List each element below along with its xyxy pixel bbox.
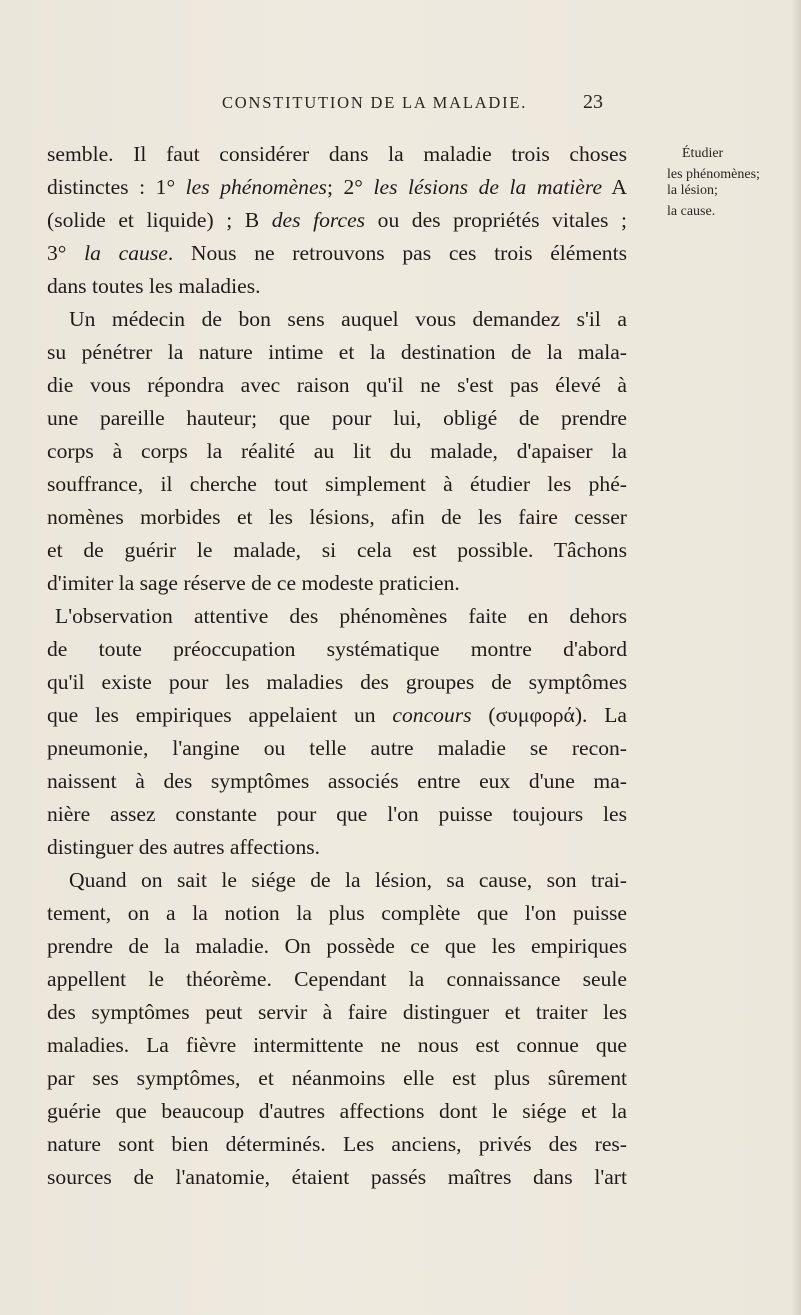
text-line: Quand on sait le siége de la lésion, sa cause, son trai- <box>69 868 627 892</box>
page-number: 23 <box>583 91 603 113</box>
text-line: dans toutes les maladies. <box>47 274 261 298</box>
text-line: L'observation attentive des phénomènes faite en dehors <box>55 604 627 628</box>
text-run: distinctes : 1° <box>47 175 186 199</box>
body-text <box>47 138 627 1194</box>
text-line: de toute préoccupation systématique montre d'abord <box>47 637 627 661</box>
text-line: souffrance, il cherche tout simplement à étudier les phé- <box>47 472 627 496</box>
text-run: 3° <box>47 241 85 265</box>
text-run: (συμφορά). La <box>471 703 627 727</box>
text-line <box>47 171 627 204</box>
text-run: (solide et liquide) ; B <box>47 208 272 232</box>
text-line: qu'il existe pour les maladies des groupes de symptômes <box>47 670 627 694</box>
text-line: distinguer des autres affections. <box>47 835 321 859</box>
italic-run: les phénomènes <box>185 175 327 199</box>
text-line: guérie que beaucoup d'autres affections dont le siége et la <box>47 1099 627 1123</box>
italic-run: la cause <box>84 241 168 265</box>
margin-note-line: les phénomènes; <box>667 167 760 182</box>
text-line: d'imiter la sage réserve de ce modeste praticien. <box>47 571 460 595</box>
text-run: que les empiriques appelaient un <box>47 703 393 727</box>
page-header <box>0 93 801 119</box>
text-line: nomènes morbides et les lésions, afin de les faire cesser <box>47 505 627 529</box>
text-line: nature sont bien déterminés. Les anciens, privés des res- <box>47 1132 627 1156</box>
italic-run: les lésions de la matière <box>373 175 603 199</box>
text-run: ; 2° <box>326 175 374 199</box>
text-line: nière assez constante pour que l'on puisse toujours les <box>47 802 627 826</box>
text-line: par ses symptômes, et néanmoins elle est plus sûrement <box>47 1066 627 1090</box>
text-line: su pénétrer la nature intime et la destination de la mala- <box>47 340 627 364</box>
text-line: semble. Il faut considérer dans la maladie trois choses <box>47 142 627 166</box>
text-line: Un médecin de bon sens auquel vous demandez s'il a <box>69 307 627 331</box>
page-edge-shadow <box>791 0 801 1315</box>
text-line: tement, on a la notion la plus complète que l'on puisse <box>47 901 627 925</box>
running-title: CONSTITUTION DE LA MALADIE. <box>222 93 528 112</box>
text-line: die vous répondra avec raison qu'il ne s'est pas élevé à <box>47 373 627 397</box>
text-line <box>47 204 627 237</box>
italic-run: des forces <box>271 208 366 232</box>
italic-run: concours <box>392 703 472 727</box>
text-line: corps à corps la réalité au lit du malade, d'apaiser la <box>47 439 627 463</box>
text-line: des symptômes peut servir à faire distinguer et traiter les <box>47 1000 627 1024</box>
text-line <box>47 237 627 270</box>
text-run: A <box>602 175 627 199</box>
text-line: appellent le théorème. Cependant la connaissance seule <box>47 967 627 991</box>
text-line: sources de l'anatomie, étaient passés maîtres dans l'art <box>47 1165 627 1189</box>
text-line: maladies. La fièvre intermittente ne nous est connue que <box>47 1033 627 1057</box>
text-line: pneumonie, l'angine ou telle autre maladie se recon- <box>47 736 627 760</box>
text-line <box>47 699 627 732</box>
margin-note-line: Étudier <box>682 146 724 161</box>
margin-note-line: la cause. <box>667 204 716 219</box>
text-line: naissent à des symptômes associés entre eux d'une ma- <box>47 769 627 793</box>
text-line: prendre de la maladie. On possède ce que les empiriques <box>47 934 627 958</box>
margin-note-line: la lésion; <box>667 183 718 198</box>
text-line: et de guérir le malade, si cela est possible. Tâchons <box>47 538 627 562</box>
text-run: ou des propriétés vitales ; <box>365 208 627 232</box>
margin-note <box>666 146 801 220</box>
text-run: . Nous ne retrouvons pas ces trois éléments <box>167 241 627 265</box>
text-line: une pareille hauteur; que pour lui, obligé de prendre <box>47 406 627 430</box>
